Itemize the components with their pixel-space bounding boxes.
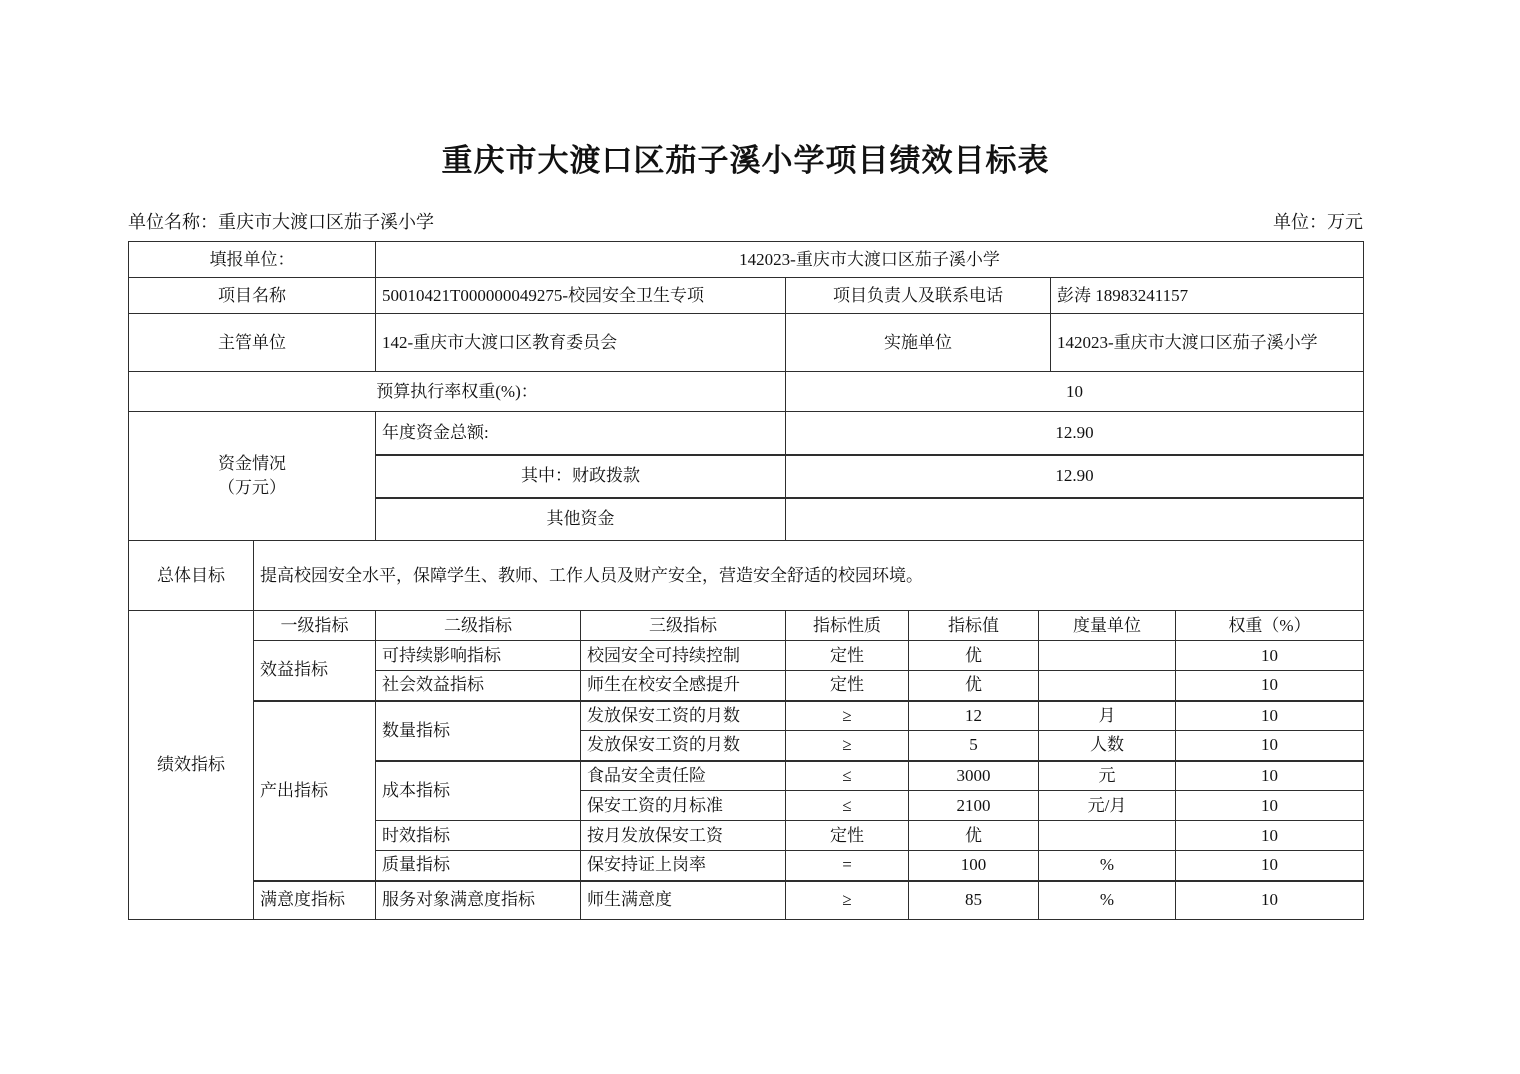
funds-group-label-line1: 资金情况 — [218, 454, 286, 473]
indicator-row — [129, 641, 1364, 671]
nature-cell: 定性 — [786, 821, 909, 851]
level2-cell: 时效指标 — [376, 821, 581, 851]
header-level2: 二级指标 — [376, 611, 581, 641]
funds-fiscal-value: 12.90 — [786, 455, 1364, 498]
page-title: 重庆市大渡口区茄子溪小学项目绩效目标表 — [441, 143, 1050, 178]
unit-cell — [1039, 641, 1176, 671]
row-indicator-header — [129, 611, 1364, 641]
nature-cell: 定性 — [786, 641, 909, 671]
performance-target-table — [128, 241, 1364, 920]
level3-cell: 食品安全责任险 — [581, 761, 786, 791]
unit-cell: 元 — [1039, 761, 1176, 791]
header-unit: 度量单位 — [1039, 611, 1176, 641]
indicator-row — [129, 701, 1364, 731]
level3-cell: 保安工资的月标准 — [581, 791, 786, 821]
value-cell: 优 — [909, 671, 1039, 701]
unit-cell — [1039, 821, 1176, 851]
row-overall-goal — [129, 541, 1364, 611]
overall-goal-text: 提高校园安全水平，保障学生、教师、工作人员及财产安全，营造安全舒适的校园环境。 — [254, 541, 1364, 611]
level3-cell: 保安持证上岗率 — [581, 851, 786, 881]
level3-cell: 师生在校安全感提升 — [581, 671, 786, 701]
unit-cell: 月 — [1039, 701, 1176, 731]
value-cell: 2100 — [909, 791, 1039, 821]
header-nature: 指标性质 — [786, 611, 909, 641]
value-cell: 优 — [909, 821, 1039, 851]
meta-row — [128, 210, 1363, 234]
report-unit-value: 142023-重庆市大渡口区茄子溪小学 — [376, 242, 1364, 278]
row-report-unit — [129, 242, 1364, 278]
unit-cell: % — [1039, 851, 1176, 881]
level3-cell: 按月发放保安工资 — [581, 821, 786, 851]
supervisor-value: 142-重庆市大渡口区教育委员会 — [376, 314, 786, 372]
header-weight: 权重（%） — [1176, 611, 1364, 641]
unit-cell: 元/月 — [1039, 791, 1176, 821]
value-cell: 5 — [909, 731, 1039, 761]
value-cell: 优 — [909, 641, 1039, 671]
value-cell: 100 — [909, 851, 1039, 881]
funds-other-value — [786, 498, 1364, 541]
indicator-row — [129, 881, 1364, 920]
nature-cell: ≥ — [786, 701, 909, 731]
row-supervisor — [129, 314, 1364, 372]
weight-cell: 10 — [1176, 761, 1364, 791]
indicators-group-label: 绩效指标 — [129, 611, 254, 920]
funds-total-label: 年度资金总额: — [376, 412, 786, 455]
level1-cell: 效益指标 — [254, 641, 376, 701]
currency-unit-label: 单位：万元 — [1273, 212, 1363, 232]
level3-cell: 发放保安工资的月数 — [581, 701, 786, 731]
overall-goal-label: 总体目标 — [129, 541, 254, 611]
project-contact-label: 项目负责人及联系电话 — [786, 278, 1051, 314]
funds-group-label-line2: （万元） — [218, 478, 286, 497]
project-name-value: 50010421T000000049275-校园安全卫生专项 — [376, 278, 786, 314]
unit-cell: 人数 — [1039, 731, 1176, 761]
level2-cell: 可持续影响指标 — [376, 641, 581, 671]
level2-cell: 质量指标 — [376, 851, 581, 881]
row-project-name — [129, 278, 1364, 314]
nature-cell: 定性 — [786, 671, 909, 701]
row-funds-total — [129, 412, 1364, 455]
unit-cell — [1039, 671, 1176, 701]
budget-weight-label: 预算执行率权重(%)： — [129, 372, 786, 412]
funds-fiscal-label: 其中：财政拨款 — [376, 455, 786, 498]
weight-cell: 10 — [1176, 701, 1364, 731]
value-cell: 3000 — [909, 761, 1039, 791]
weight-cell: 10 — [1176, 881, 1364, 920]
nature-cell: ≥ — [786, 731, 909, 761]
level2-cell: 数量指标 — [376, 701, 581, 761]
weight-cell: 10 — [1176, 671, 1364, 701]
funds-total-value: 12.90 — [786, 412, 1364, 455]
unit-name-label: 单位名称：重庆市大渡口区茄子溪小学 — [128, 212, 434, 232]
level2-cell: 服务对象满意度指标 — [376, 881, 581, 920]
value-cell: 12 — [909, 701, 1039, 731]
supervisor-label: 主管单位 — [129, 314, 376, 372]
report-unit-label: 填报单位： — [129, 242, 376, 278]
weight-cell: 10 — [1176, 731, 1364, 761]
project-name-label: 项目名称 — [129, 278, 376, 314]
funds-group-label — [129, 412, 376, 541]
level3-cell: 发放保安工资的月数 — [581, 731, 786, 761]
level3-cell: 校园安全可持续控制 — [581, 641, 786, 671]
header-level3: 三级指标 — [581, 611, 786, 641]
implement-unit-label: 实施单位 — [786, 314, 1051, 372]
document-content — [128, 0, 1363, 920]
weight-cell: 10 — [1176, 821, 1364, 851]
nature-cell: ≤ — [786, 791, 909, 821]
weight-cell: 10 — [1176, 851, 1364, 881]
level1-cell: 满意度指标 — [254, 881, 376, 920]
header-level1: 一级指标 — [254, 611, 376, 641]
level1-cell: 产出指标 — [254, 701, 376, 881]
weight-cell: 10 — [1176, 791, 1364, 821]
level2-cell: 成本指标 — [376, 761, 581, 821]
weight-cell: 10 — [1176, 641, 1364, 671]
value-cell: 85 — [909, 881, 1039, 920]
implement-unit-value: 142023-重庆市大渡口区茄子溪小学 — [1051, 314, 1364, 372]
level2-cell: 社会效益指标 — [376, 671, 581, 701]
nature-cell: ≥ — [786, 881, 909, 920]
funds-other-label: 其他资金 — [376, 498, 786, 541]
unit-cell: % — [1039, 881, 1176, 920]
nature-cell: ≤ — [786, 761, 909, 791]
row-budget-weight — [129, 372, 1364, 412]
header-value: 指标值 — [909, 611, 1039, 641]
budget-weight-value: 10 — [786, 372, 1364, 412]
project-contact-value: 彭涛 18983241157 — [1051, 278, 1364, 314]
level3-cell: 师生满意度 — [581, 881, 786, 920]
nature-cell: = — [786, 851, 909, 881]
